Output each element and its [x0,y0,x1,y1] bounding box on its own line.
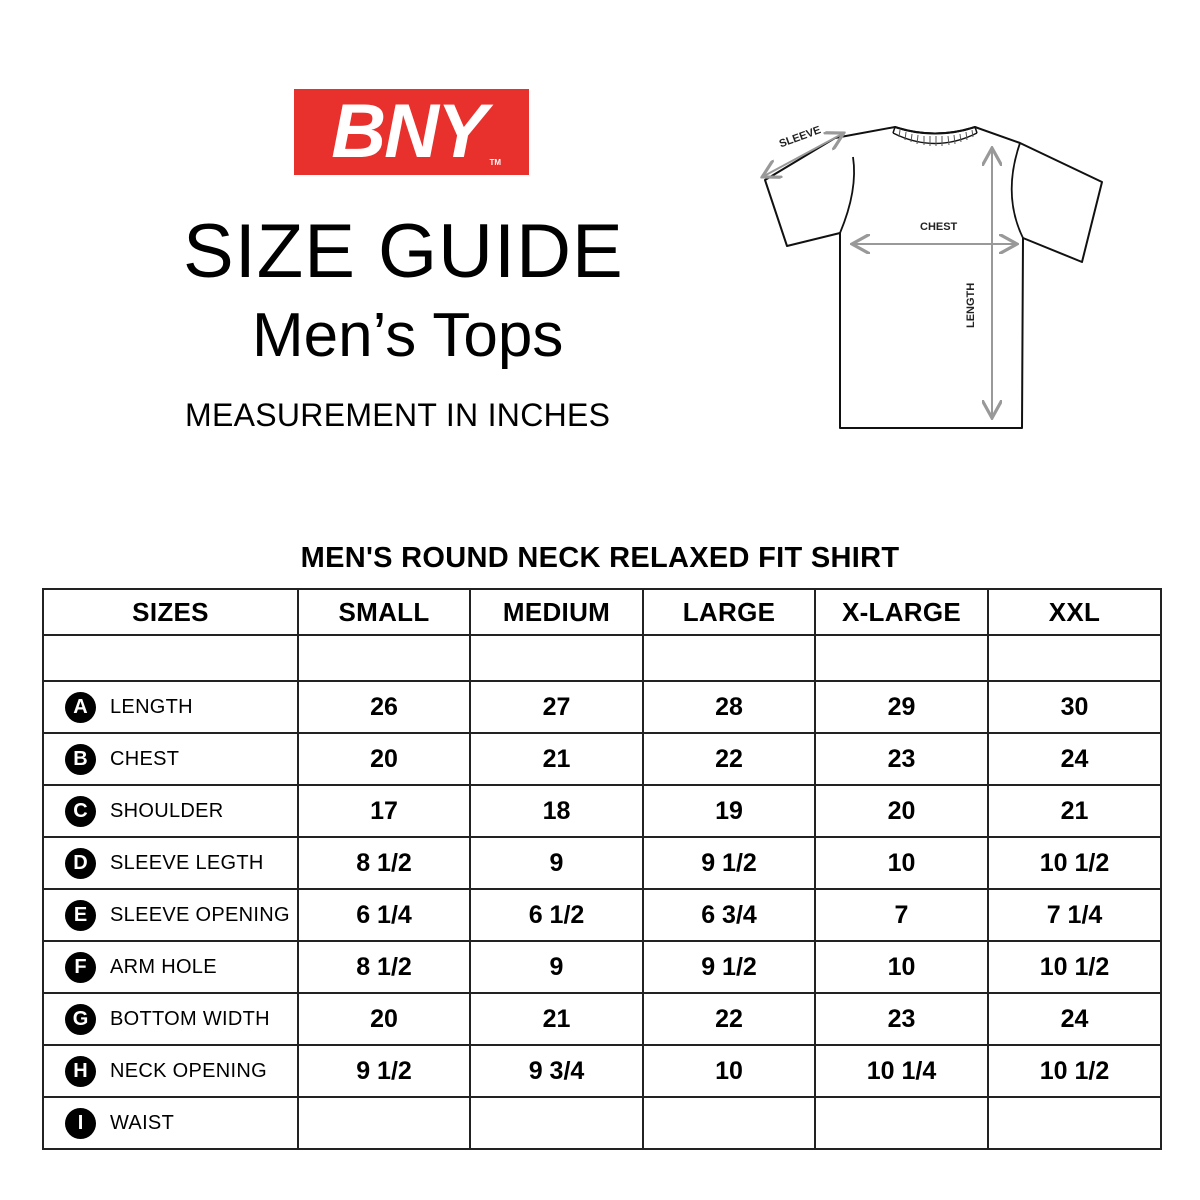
size-value-cell: 10 [643,1045,815,1097]
size-value-cell: 20 [298,733,470,785]
measurement-label: SLEEVE LEGTH [110,851,264,874]
length-label: LENGTH [965,282,977,328]
size-value-cell: 9 [470,941,643,993]
measurement-letter-badge: F [65,952,96,983]
measurement-letter-badge: I [65,1108,96,1139]
measurement-label: ARM HOLE [110,955,217,978]
blank-cell [298,635,470,681]
size-value-cell: 23 [815,993,988,1045]
measurement-letter-badge: A [65,692,96,723]
measurement-label: CHEST [110,747,180,770]
measurement-cell [43,941,298,993]
size-value-cell: 21 [470,733,643,785]
tshirt-diagram [740,110,1140,440]
header-x-large: X-LARGE [815,589,988,635]
table-row [43,993,1161,1045]
size-value-cell: 19 [643,785,815,837]
measurement-label: LENGTH [110,695,193,718]
measurement-letter-badge: B [65,744,96,775]
measurement-cell [43,681,298,733]
size-value-cell: 9 3/4 [470,1045,643,1097]
size-value-cell: 9 [470,837,643,889]
header-sizes: SIZES [43,589,298,635]
measurement-label: SLEEVE OPENING [110,903,290,926]
measurement-letter-badge: H [65,1056,96,1087]
table-header-row [43,589,1161,635]
table-title: MEN'S ROUND NECK RELAXED FIT SHIRT [300,542,900,574]
size-value-cell: 23 [815,733,988,785]
table-row [43,889,1161,941]
size-value-cell: 30 [988,681,1161,733]
size-value-cell: 20 [298,993,470,1045]
header-small: SMALL [298,589,470,635]
header-medium: MEDIUM [470,589,643,635]
table-row [43,1045,1161,1097]
size-value-cell: 21 [470,993,643,1045]
measurement-letter-badge: C [65,796,96,827]
size-value-cell: 8 1/2 [298,941,470,993]
size-value-cell: 24 [988,993,1161,1045]
measurement-letter-badge: G [65,1004,96,1035]
brand-logo [294,89,529,175]
blank-cell [815,635,988,681]
table-row [43,733,1161,785]
blank-cell [643,635,815,681]
size-value-cell [470,1097,643,1149]
size-value-cell: 10 1/2 [988,1045,1161,1097]
table-row [43,681,1161,733]
measurement-letter-badge: E [65,900,96,931]
measurement-cell [43,1097,298,1149]
measurement-cell [43,733,298,785]
size-value-cell: 6 1/2 [470,889,643,941]
measurement-cell [43,889,298,941]
size-value-cell: 26 [298,681,470,733]
table-row [43,1097,1161,1149]
size-value-cell: 27 [470,681,643,733]
size-table [42,588,1162,1150]
measurement-letter-badge: D [65,848,96,879]
tshirt-outline-icon [740,110,1140,440]
table-row [43,785,1161,837]
size-value-cell: 10 1/2 [988,837,1161,889]
page-subtitle: Men’s Tops [252,301,564,370]
size-value-cell: 7 1/4 [988,889,1161,941]
size-value-cell: 21 [988,785,1161,837]
sleeve-label: SLEEVE [777,124,823,151]
size-value-cell: 22 [643,733,815,785]
blank-cell [988,635,1161,681]
measurement-label: SHOULDER [110,799,224,822]
size-value-cell: 24 [988,733,1161,785]
size-value-cell: 8 1/2 [298,837,470,889]
size-value-cell [815,1097,988,1149]
size-value-cell: 7 [815,889,988,941]
size-value-cell [643,1097,815,1149]
measurement-cell [43,1045,298,1097]
size-value-cell: 6 3/4 [643,889,815,941]
header-large: LARGE [643,589,815,635]
blank-row [43,635,1161,681]
measurement-cell [43,993,298,1045]
size-value-cell: 6 1/4 [298,889,470,941]
size-value-cell: 29 [815,681,988,733]
blank-cell [470,635,643,681]
size-value-cell: 10 [815,941,988,993]
measurement-cell [43,837,298,889]
size-value-cell [988,1097,1161,1149]
header-xxl: XXL [988,589,1161,635]
size-value-cell: 17 [298,785,470,837]
size-value-cell: 9 1/2 [298,1045,470,1097]
measurement-label: BOTTOM WIDTH [110,1007,270,1030]
size-value-cell: 9 1/2 [643,837,815,889]
size-value-cell: 28 [643,681,815,733]
table-row [43,837,1161,889]
logo-text: BNY [331,89,486,174]
table-row [43,941,1161,993]
size-value-cell [298,1097,470,1149]
blank-cell [43,635,298,681]
chest-label: CHEST [920,221,958,233]
size-value-cell: 10 1/4 [815,1045,988,1097]
size-value-cell: 20 [815,785,988,837]
logo-trademark: TM [489,158,501,167]
measurement-label: WAIST [110,1111,175,1134]
size-value-cell: 10 1/2 [988,941,1161,993]
size-value-cell: 9 1/2 [643,941,815,993]
size-value-cell: 10 [815,837,988,889]
size-value-cell: 18 [470,785,643,837]
page-title: SIZE GUIDE [183,209,624,294]
measurement-cell [43,785,298,837]
size-value-cell: 22 [643,993,815,1045]
measurement-label: NECK OPENING [110,1059,267,1082]
measurement-note: MEASUREMENT IN INCHES [185,397,611,433]
